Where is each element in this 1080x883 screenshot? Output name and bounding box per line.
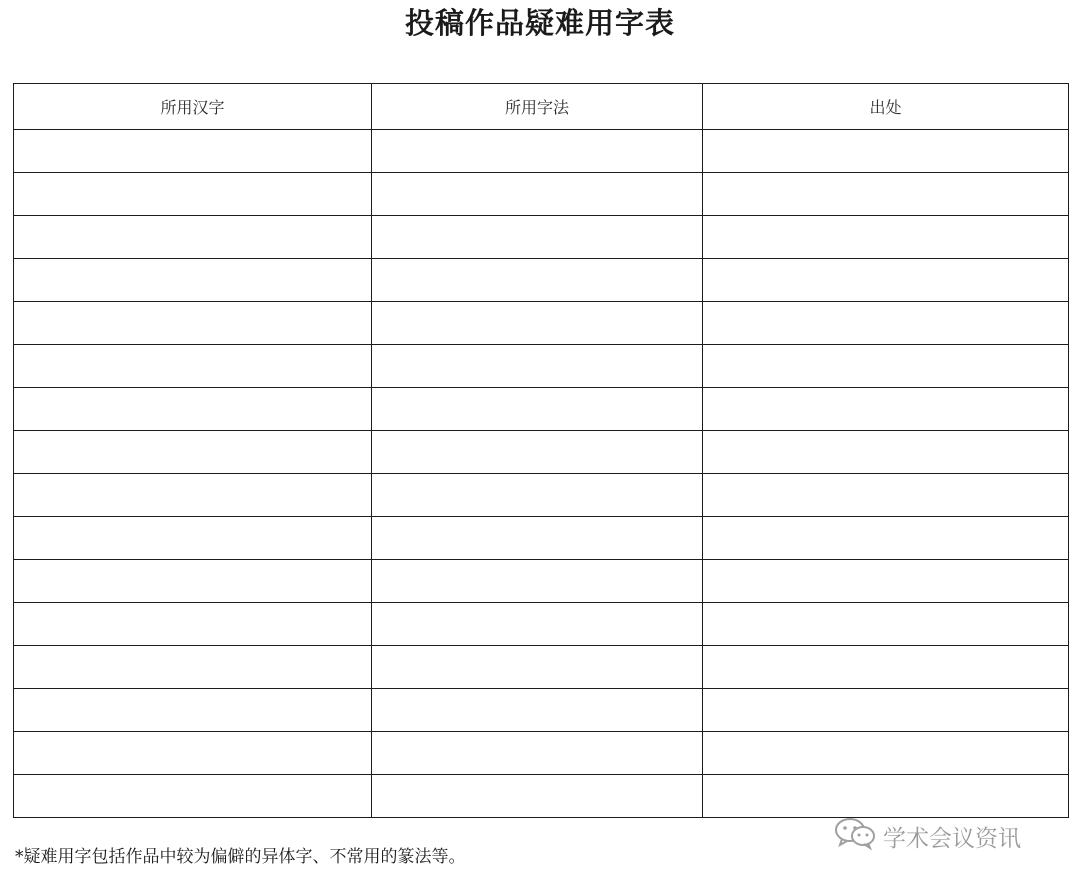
table-body xyxy=(14,130,1069,818)
wechat-icon xyxy=(833,816,883,856)
table-cell[interactable] xyxy=(14,689,372,732)
column-header-character: 所用汉字 xyxy=(14,84,372,130)
table-cell[interactable] xyxy=(14,603,372,646)
table-cell[interactable] xyxy=(372,431,703,474)
table-cell[interactable] xyxy=(14,216,372,259)
table-cell[interactable] xyxy=(372,689,703,732)
watermark-text: 学术会议资讯 xyxy=(883,825,1021,852)
table-cell[interactable] xyxy=(703,431,1069,474)
table-cell[interactable] xyxy=(14,431,372,474)
table-cell[interactable] xyxy=(14,560,372,603)
table-row xyxy=(14,646,1069,689)
table-cell[interactable] xyxy=(14,130,372,173)
footnote: *疑难用字包括作品中较为偏僻的异体字、不常用的篆法等。 xyxy=(15,847,466,867)
table-cell[interactable] xyxy=(14,474,372,517)
table-row xyxy=(14,345,1069,388)
table-cell[interactable] xyxy=(703,388,1069,431)
column-header-source: 出处 xyxy=(703,84,1069,130)
table-cell[interactable] xyxy=(703,345,1069,388)
table-cell[interactable] xyxy=(703,259,1069,302)
table-cell[interactable] xyxy=(14,388,372,431)
table-row xyxy=(14,474,1069,517)
table-cell[interactable] xyxy=(372,216,703,259)
table-cell[interactable] xyxy=(703,302,1069,345)
table-cell[interactable] xyxy=(703,474,1069,517)
table-cell[interactable] xyxy=(372,388,703,431)
table-header-row xyxy=(14,84,1069,130)
table-row xyxy=(14,689,1069,732)
table-cell[interactable] xyxy=(703,689,1069,732)
table-cell[interactable] xyxy=(372,732,703,775)
table-cell[interactable] xyxy=(14,517,372,560)
table-row xyxy=(14,388,1069,431)
table-row xyxy=(14,173,1069,216)
column-header-script-form: 所用字法 xyxy=(372,84,703,130)
difficult-characters-table xyxy=(13,83,1069,818)
table-cell[interactable] xyxy=(703,216,1069,259)
table-cell[interactable] xyxy=(372,173,703,216)
table-cell[interactable] xyxy=(14,732,372,775)
table-cell[interactable] xyxy=(703,603,1069,646)
table-cell[interactable] xyxy=(14,775,372,818)
table-cell[interactable] xyxy=(372,474,703,517)
watermark xyxy=(833,816,1021,856)
table-cell[interactable] xyxy=(372,775,703,818)
table-cell[interactable] xyxy=(703,775,1069,818)
table-cell[interactable] xyxy=(372,646,703,689)
table-cell[interactable] xyxy=(14,646,372,689)
table-cell[interactable] xyxy=(372,603,703,646)
table-cell[interactable] xyxy=(14,345,372,388)
table-row xyxy=(14,517,1069,560)
table-cell[interactable] xyxy=(703,517,1069,560)
table-row xyxy=(14,603,1069,646)
table-cell[interactable] xyxy=(372,130,703,173)
table-row xyxy=(14,431,1069,474)
table-cell[interactable] xyxy=(14,173,372,216)
table-row xyxy=(14,302,1069,345)
table-row xyxy=(14,216,1069,259)
table-row xyxy=(14,130,1069,173)
table-cell[interactable] xyxy=(703,646,1069,689)
table-cell[interactable] xyxy=(372,517,703,560)
table-row xyxy=(14,560,1069,603)
table-row xyxy=(14,732,1069,775)
table-cell[interactable] xyxy=(372,259,703,302)
table-cell[interactable] xyxy=(372,560,703,603)
table-cell[interactable] xyxy=(14,302,372,345)
table-cell[interactable] xyxy=(703,560,1069,603)
table-cell[interactable] xyxy=(372,345,703,388)
table-cell[interactable] xyxy=(703,732,1069,775)
table-cell[interactable] xyxy=(703,173,1069,216)
table-row xyxy=(14,775,1069,818)
table-cell[interactable] xyxy=(14,259,372,302)
page-title: 投稿作品疑难用字表 xyxy=(404,6,675,40)
table-row xyxy=(14,259,1069,302)
table-cell[interactable] xyxy=(372,302,703,345)
table-cell[interactable] xyxy=(703,130,1069,173)
